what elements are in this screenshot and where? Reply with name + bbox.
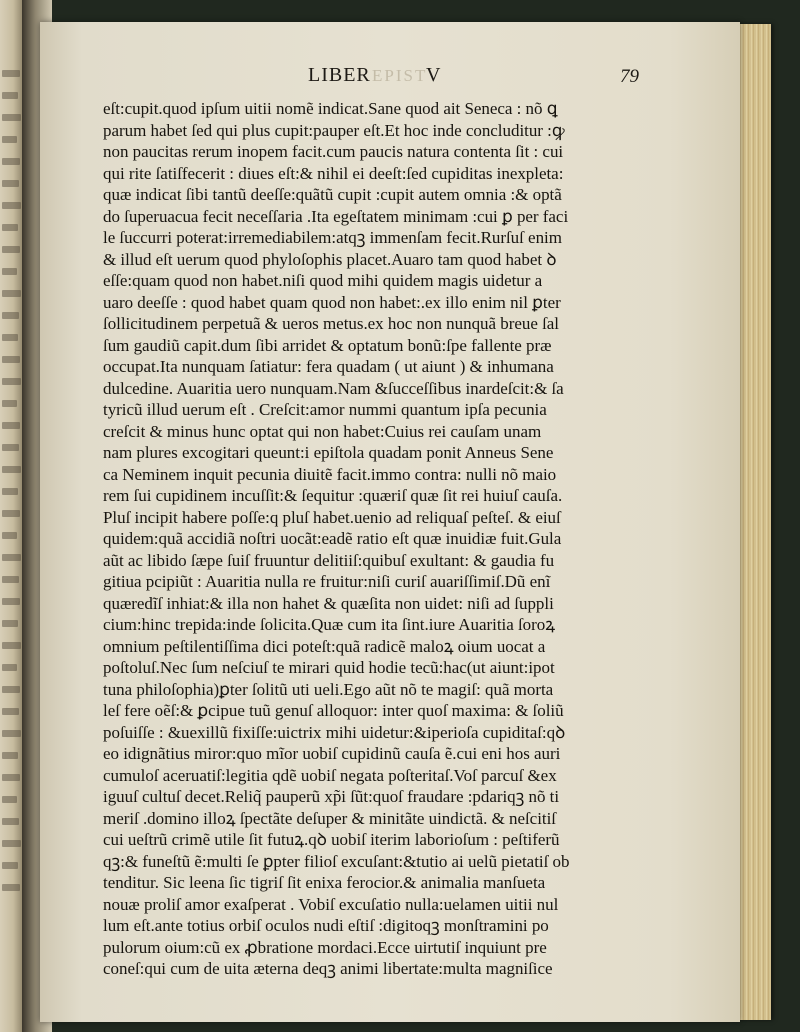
text-line: Pluſ incipit habere poſſe:q pluſ habet.uenio ad reliquaſ peſteſ. & eiuſ bbox=[103, 507, 561, 527]
text-line: pulorum oium:cũ ex ꝓbratione mordaci.Ecce uirtutiſ inquiunt pre bbox=[103, 937, 547, 957]
text-line: non paucitas rerum inopem facit.cum paucis natura contenta ſit : cui bbox=[103, 142, 564, 161]
text-line: nam plures excogitari queunt:i epiſtola quadam ponit Anneus Sene bbox=[103, 443, 554, 462]
text-line: coneſ:qui cum de uita æterna deqꝫ animi libertate:multa magniſice bbox=[103, 959, 553, 978]
text-line: parum habet ſed qui plus cupit:pauper eſt.Et hoc inde concluditur :ꝙ bbox=[103, 120, 565, 140]
running-head-book-number: V bbox=[426, 64, 441, 86]
text-line: nouæ proliſ amor exaſperat . Vobiſ excuſatio nulla:uelamen uitii nul bbox=[103, 894, 559, 914]
running-head bbox=[40, 64, 740, 92]
text-line: poſtoluſ.Nec ſum neſciuſ te mirari quid hodie tecũ:hac(ut aiunt:ipot bbox=[103, 658, 555, 677]
text-line: uaro deeſſe : quod habet quam quod non habet:.ex illo enim nil ꝑter bbox=[103, 292, 561, 312]
running-head-title: LIBER bbox=[308, 64, 371, 86]
text-line: tenditur. Sic leena ſic tigriſ ſit enixa ferocior.& animalia manſueta bbox=[103, 873, 546, 892]
text-line: rem ſui cupidinem incuſſit:& ſequitur :quæriſ quæ ſit rei huiuſ cauſa. bbox=[103, 486, 563, 505]
text-line: ca Neminem inquit pecunia diuitẽ facit.immo contra: nulli nõ maio bbox=[103, 464, 557, 484]
text-line: creſcit & minus hunc optat qui non habet:Cuius rei cauſam unam bbox=[103, 421, 542, 441]
text-line: cumuloſ aceruatiſ:legitia qdẽ uobiſ negata poſteritaſ.Voſ parcuſ &ex bbox=[103, 765, 557, 785]
text-line: qꝫ:& funeſtũ ẽ:multi ſe ꝑpter filioſ excuſant:&tutio ai uelũ pietatiſ ob bbox=[103, 851, 570, 871]
text-line: & illud eſt uerum quod phyloſophis placet.Auaro tam quod habet ꝺ bbox=[103, 249, 557, 269]
text-line: quidem:quã accidiã noſtri uocãt:eadẽ ratio eſt quæ inuidiæ fuit.Gula bbox=[103, 529, 562, 548]
text-line: do ſuperuacua fecit neceſſaria .Ita egeſtatem minimam :cui ꝑ per faci bbox=[103, 206, 569, 226]
text-line: leſ fere oẽſ:& ꝑcipue tuũ genuſ alloquor: inter quoſ maxima: & ſoliũ bbox=[103, 701, 564, 720]
text-line: iguuſ cultuſ decet.Reliq̃ pauperũ xp̃i ſũt:quoſ fraudare :pdariqꝫ nõ ti bbox=[103, 787, 560, 806]
text-line: poſuiſſe : &uexillũ fixiſſe:uictrix mihi uidetur:&iperioſa cupiditaſ:qꝺ bbox=[103, 722, 566, 742]
text-line: cui ueſtrũ crimẽ utile ſit futuꝝ.qꝺ uobiſ iterim laborioſum : peſtiferũ bbox=[103, 830, 560, 849]
show-through-ghost: EPIST bbox=[372, 66, 428, 85]
text-line: eſt:cupit.quod ipſum uitii nomẽ indicat.Sane quod ait Seneca : nõ ꝗ bbox=[103, 99, 558, 118]
text-line: cium:hinc trepida:inde ſolicita.Quæ cum ita ſint.iure Auaritia ſoroꝝ bbox=[103, 615, 556, 634]
text-line: meriſ .domino illoꝝ ſpectãte deſuper & minitãte uindictã. & neſcitiſ bbox=[103, 808, 556, 828]
text-line: aũt ac libido ſæpe ſuiſ fruuntur delitiiſ:quibuſ exultant: & gaudia fu bbox=[103, 550, 555, 570]
text-line: lum eſt.ante totius orbiſ oculos nudi eſtiſ :digitoqꝫ monſtramini po bbox=[103, 916, 549, 935]
text-line: dulcedine. Auaritia uero nunquam.Nam &ſucceſſibus inardeſcit:& ſa bbox=[103, 378, 564, 398]
text-line: le ſuccurri poterat:irremediabilem:atqꝫ immenſam fecit.Rurſuſ enim bbox=[103, 228, 562, 247]
text-line: tuna philoſophia)ꝑter ſolitũ uti ueli.Ego aũt nõ te magiſ: quã morta bbox=[103, 679, 554, 699]
text-line: tyricũ illud uerum eſt . Creſcit:amor nummi quantum ipſa pecunia bbox=[103, 400, 547, 419]
text-line: quæ indicat ſibi tantũ deeſſe:quãtũ cupit :cupit autem omnia :& optã bbox=[103, 185, 562, 204]
text-line: gitiua pcipiũt : Auaritia nulla re fruitur:niſi curiſ auariſſimiſ.Dũ enĩ bbox=[103, 572, 551, 591]
printed-page bbox=[40, 22, 740, 1022]
text-line: omnium peſtilentiſſima dici poteſt:quã radicẽ maloꝝ oium uocat a bbox=[103, 636, 546, 656]
text-line: eſſe:quam quod non habet.niſi quod mihi quidem magis uidetur a bbox=[103, 271, 543, 290]
text-line: occupat.Ita nunquam ſatiatur: fera quadam ( ut aiunt ) & inhumana bbox=[103, 357, 554, 376]
gilt-page-edges bbox=[735, 24, 771, 1020]
text-line: quæredĩſ inhiat:& illa non hahet & quæſita non uidet: niſi ad ſuppli bbox=[103, 593, 554, 613]
text-block bbox=[103, 98, 623, 980]
folio-number: 79 bbox=[620, 66, 639, 87]
text-line: ſollicitudinem perpetuã & ueros metus.ex hoc non nunquã breue ſal bbox=[103, 314, 559, 333]
text-line: ſum gaudiũ capit.dum ſibi arridet & optatum bonũ:ſpe fallente præ bbox=[103, 335, 552, 355]
text-line: eo idignãtius miror:quo mĩor uobiſ cupidinũ cauſa ẽ.cui eni hos auri bbox=[103, 744, 561, 763]
text-line: qui rite ſatiſfecerit : diues eſt:& nihil ei deeſt:ſed cupiditas inexpleta: bbox=[103, 163, 564, 183]
facing-page-edge bbox=[0, 0, 24, 1032]
